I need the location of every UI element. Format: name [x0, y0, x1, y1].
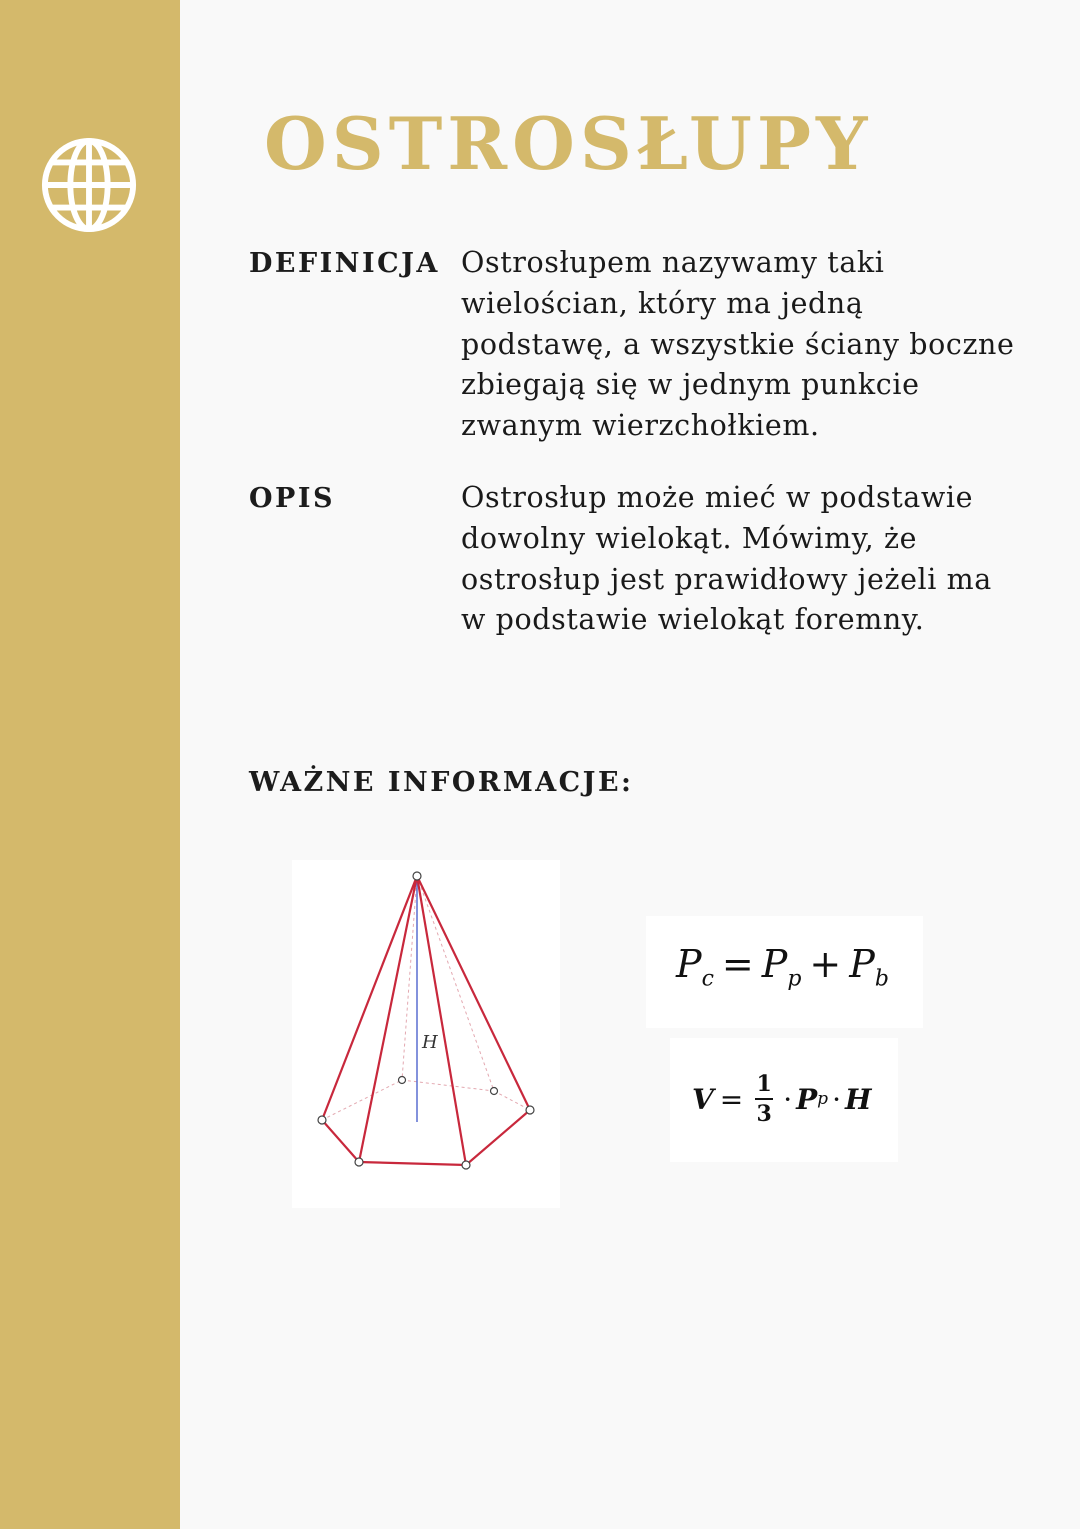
formula-p: P [796, 1082, 818, 1116]
fraction-denominator: 3 [756, 1101, 772, 1128]
description-text [461, 478, 1021, 641]
page-title: OSTROSŁUPY [264, 101, 873, 186]
formula-pc-sub: c [701, 966, 714, 992]
definition-line: podstawę, a wszystkie ściany boczne [461, 327, 1015, 361]
definition-label: DEFINICJA [249, 248, 440, 279]
pyramid-diagram [292, 860, 560, 1208]
definition-line: Ostrosłupem nazywamy taki [461, 246, 885, 279]
definition-text [461, 243, 1021, 447]
description-label: OPIS [249, 483, 335, 514]
description-line: Ostrosłup może mieć w podstawie [461, 481, 974, 514]
formula-pb-sub: b [874, 966, 889, 992]
description-line: ostrosłup jest prawidłowy jeżeli ma [461, 562, 992, 596]
height-label: H [422, 1032, 438, 1053]
formula-pp-sub: p [787, 966, 802, 992]
surface-area-formula [646, 916, 923, 1028]
description-line: dowolny wielokąt. Mówimy, że [461, 521, 918, 555]
pyramid-figure [292, 860, 560, 1208]
formula-equals: = [721, 942, 754, 986]
formula-pb: P [849, 942, 875, 986]
definition-line: wielościan, który ma jedną [461, 286, 864, 320]
formula-dot: · [783, 1082, 793, 1116]
definition-line: zwanym wierzchołkiem. [461, 409, 820, 443]
definition-line: zbiegają się w jednym punkcie [461, 368, 920, 402]
formula-p-sub: p [817, 1089, 829, 1110]
formula-pp: P [761, 942, 788, 986]
formula-pc: P [676, 942, 702, 986]
volume-formula [670, 1038, 898, 1162]
fraction-numerator: 1 [756, 1071, 772, 1097]
formula-dot-2: · [832, 1082, 841, 1116]
formula-plus: + [809, 942, 842, 986]
sidebar [0, 0, 180, 1529]
globe-icon [40, 136, 138, 234]
formula-h: H [844, 1082, 872, 1116]
formula-v-equals: = [719, 1082, 744, 1116]
important-heading: WAŻNE INFORMACJE: [249, 767, 634, 798]
formula-fraction [755, 1072, 773, 1126]
formula-v: V [692, 1082, 714, 1116]
pyramid-edges [322, 876, 530, 1165]
description-line: w podstawie wielokąt foremny. [461, 603, 925, 637]
